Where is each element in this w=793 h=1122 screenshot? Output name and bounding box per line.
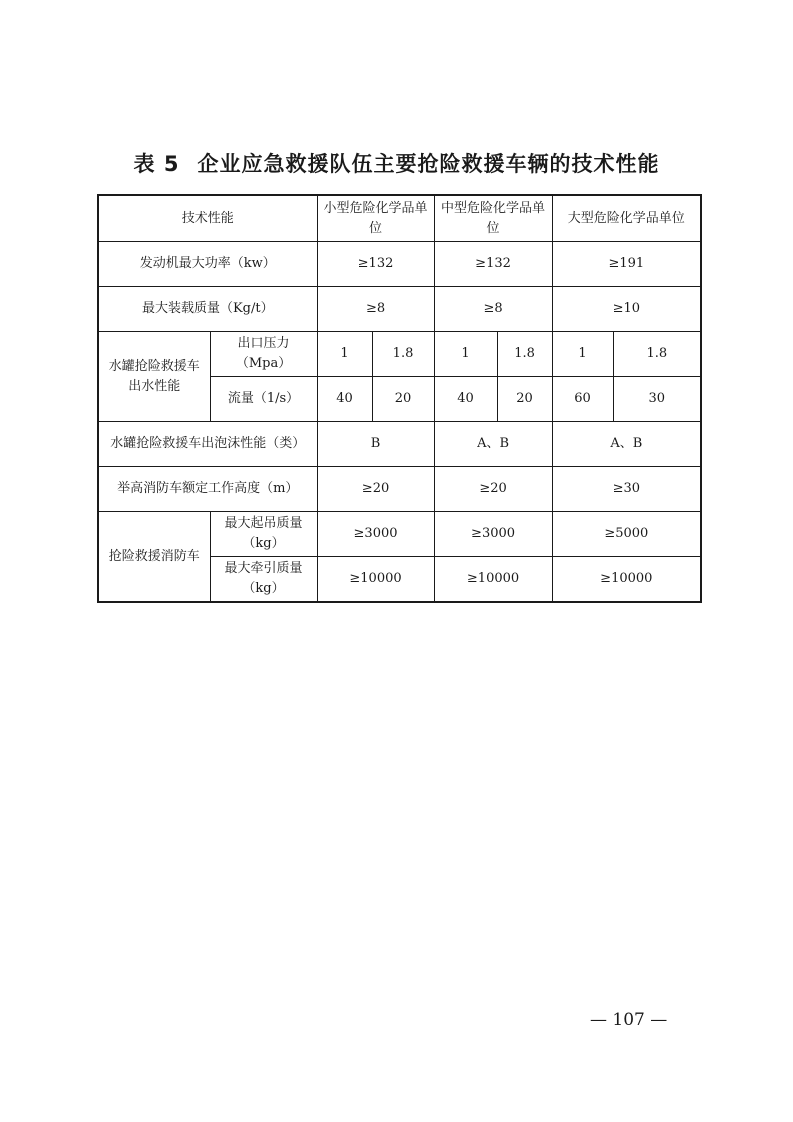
pressure-large-2: 1.8	[613, 332, 701, 377]
foam-large: A、B	[552, 422, 701, 467]
pressure-large-1: 1	[552, 332, 613, 377]
flow-large-1: 60	[552, 377, 613, 422]
table-title-text: 企业应急救援队伍主要抢险救援车辆的技术性能	[197, 152, 660, 176]
table-row	[98, 287, 701, 332]
header-small: 小型危险化学品单位	[317, 195, 434, 242]
table-row	[98, 467, 701, 512]
header-tech: 技术性能	[98, 195, 317, 242]
table-row	[98, 332, 701, 377]
foam-small: B	[317, 422, 434, 467]
page-number: — 107 —	[590, 1010, 668, 1030]
pressure-medium-2: 1.8	[497, 332, 552, 377]
load-small: ≥8	[317, 287, 434, 332]
load-label: 最大装载质量（Kg/t）	[98, 287, 317, 332]
flow-small-1: 40	[317, 377, 372, 422]
foam-medium: A、B	[434, 422, 552, 467]
engine-small: ≥132	[317, 242, 434, 287]
engine-medium: ≥132	[434, 242, 552, 287]
table-row	[98, 242, 701, 287]
lift-medium: ≥3000	[434, 512, 552, 557]
load-large: ≥10	[552, 287, 701, 332]
header-medium: 中型危险化学品单位	[434, 195, 552, 242]
tow-small: ≥10000	[317, 557, 434, 603]
engine-label: 发动机最大功率（kw）	[98, 242, 317, 287]
height-small: ≥20	[317, 467, 434, 512]
header-large: 大型危险化学品单位	[552, 195, 701, 242]
flow-medium-2: 20	[497, 377, 552, 422]
flow-label: 流量（1/s）	[210, 377, 317, 422]
tow-label: 最大牵引质量（kg）	[210, 557, 317, 603]
table-title	[0, 148, 793, 178]
tow-medium: ≥10000	[434, 557, 552, 603]
height-large: ≥30	[552, 467, 701, 512]
table-number: 表 5	[133, 152, 180, 176]
flow-large-2: 30	[613, 377, 701, 422]
lift-large: ≥5000	[552, 512, 701, 557]
table-row	[98, 422, 701, 467]
rescue-group-label: 抢险救援消防车	[98, 512, 210, 603]
height-medium: ≥20	[434, 467, 552, 512]
foam-label: 水罐抢险救援车出泡沫性能（类）	[98, 422, 317, 467]
table-row	[98, 512, 701, 557]
flow-medium-1: 40	[434, 377, 497, 422]
tech-performance-table	[97, 194, 702, 603]
lift-small: ≥3000	[317, 512, 434, 557]
pressure-small-1: 1	[317, 332, 372, 377]
table-header-row	[98, 195, 701, 242]
flow-small-2: 20	[372, 377, 434, 422]
pressure-medium-1: 1	[434, 332, 497, 377]
pressure-label: 出口压力（Mpa）	[210, 332, 317, 377]
tow-large: ≥10000	[552, 557, 701, 603]
engine-large: ≥191	[552, 242, 701, 287]
pressure-small-2: 1.8	[372, 332, 434, 377]
load-medium: ≥8	[434, 287, 552, 332]
height-label: 举高消防车额定工作高度（m）	[98, 467, 317, 512]
lift-label: 最大起吊质量（kg）	[210, 512, 317, 557]
water-group-label: 水罐抢险救援车出水性能	[98, 332, 210, 422]
